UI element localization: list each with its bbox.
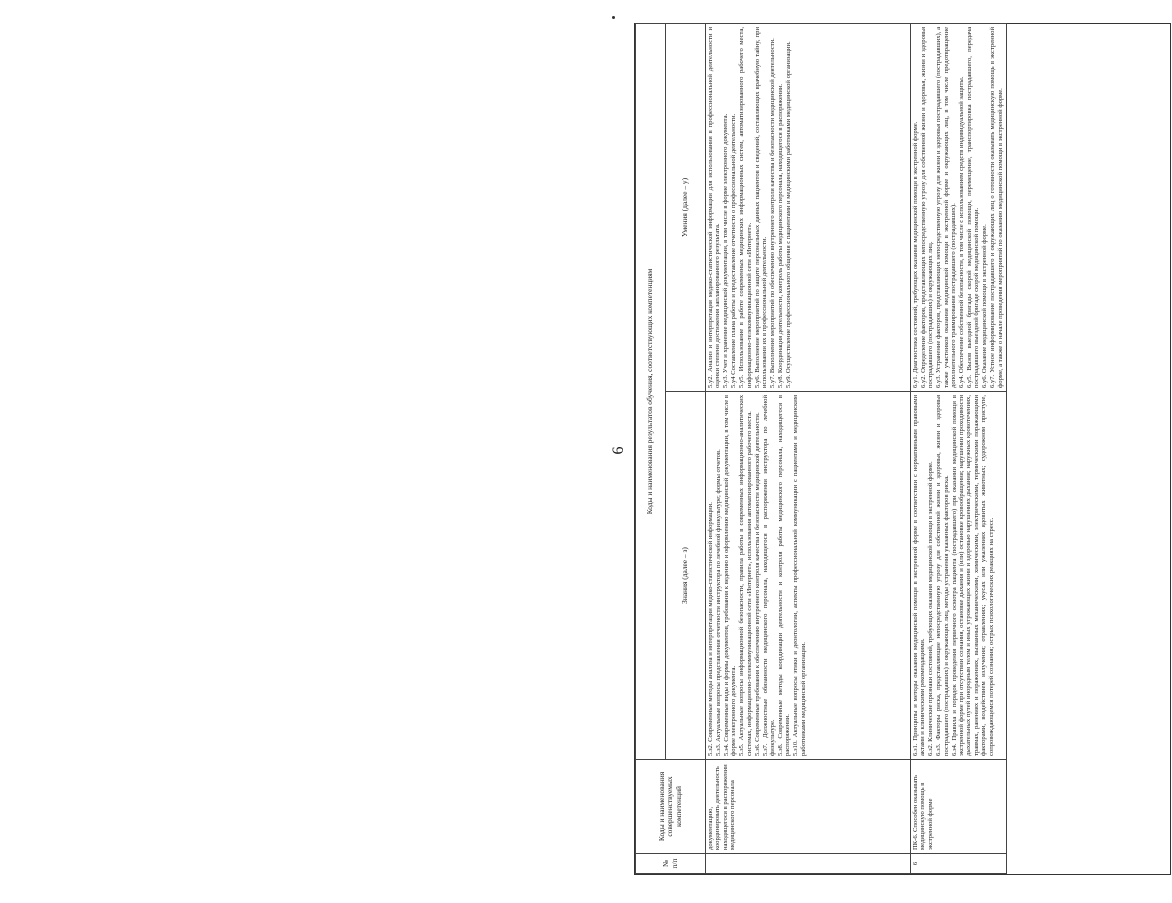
- knowledge-cell: [911, 392, 1007, 760]
- knowledge-item: 5.з3. Актуальные вопросы представления отчетности инструктора по лечебной физкультуре; формы отчетов.: [714, 449, 722, 756]
- knowledge-cell: [706, 392, 911, 760]
- skill-item: 5.у7. Выполнение мероприятий по обеспечению внутреннего контроля качества и безопасности медицинской деятельности.: [768, 38, 776, 388]
- skill-item: 5.у4 Составление плана работы и предоставление отчетности о профессиональной деятельности.: [730, 113, 738, 388]
- skill-item: 6.у6. Оказание медицинской помощи в экстренной форме.: [981, 224, 989, 388]
- competence-cell: ПК-6. Способен оказывать медицинскую помощь в экстренной форме: [911, 760, 1007, 854]
- header-number: № п/п: [636, 854, 706, 874]
- knowledge-item: 6.з1. Принципы и методы оказания медицинской помощи в экстренной форме в соответствии с нормативными правовыми актами и клиническими рекомендациями.: [912, 395, 927, 756]
- knowledge-item: 5.з4. Современные виды и формы документов, требования к ведению и оформлению медицинской документации, в том числе в форме электронного документа.: [722, 395, 738, 756]
- row-number: [706, 854, 911, 874]
- skill-item: 6.у3. Устранение факторов, представляющих непосредственную угрозу для жизни и здоровья пострадавшего (пострадавших), а также участников оказания медицинской помощи в экстренной форме и окружающих лиц, в том числе предотвращение дополнительного травмирования пострадавшего (пострадавших).: [935, 26, 958, 388]
- table-row: [911, 23, 1007, 873]
- skill-item: 6.у7. Устное информирование пострадавшего и окружающих лиц о готовности оказывать медицинскую помощь в экстренной форме, а также о начале проведения мероприятий по оказанию медицинской помощи в экстренной форме.: [989, 26, 1004, 388]
- skill-item: 5.у8. Координация деятельности, контроль работы медицинского персонала, находящегося в распоряжении.: [776, 83, 784, 388]
- knowledge-item: 5.з7. Должностные обязанности медицинского персонала, находящегося в распоряжении инструктора по лечебной физкультуре.: [761, 395, 776, 756]
- skills-cell: [911, 23, 1007, 391]
- skill-item: 5.у9. Осуществление профессионального общения с пациентами и медицинскими работниками медицинской организации.: [784, 41, 792, 388]
- skill-item: 5.у3. Учет и хранение медицинской документации, в том числе в форме электронного документа.: [722, 113, 730, 388]
- skills-cell: [706, 23, 911, 391]
- rotated-page: [612, 18, 1172, 883]
- skill-item: 6.у2. Определение факторов, представляющих непосредственную угрозу для собственной жизни и здоровья, жизни и здоровья пострадавшего (пострадавших) и окружающих лиц.: [919, 26, 935, 388]
- knowledge-item: 6.з2. Клинические признаки состояний, требующих оказания медицинской помощи в экстренной форме.: [927, 461, 935, 756]
- table-row: [706, 23, 911, 873]
- skill-item: 5.у5. Использование в работе современных медицинских информационных систем, автоматизированного рабочего места, информационно-телекоммуникационной сети «Интернет».: [738, 26, 753, 388]
- header-knowledge: Знания (далее – з): [666, 392, 706, 760]
- competence-table-frame: [634, 23, 1171, 875]
- skill-item: 6.у4. Обеспечение собственной безопасности, в том числе с использованием средств индивидуальной защиты.: [958, 76, 966, 388]
- knowledge-item: 6.з3. Факторы риска, представляющие непосредственную угрозу для собственной жизни и здоровья, жизни и здоровья пострадавшего (пострадавших) и окружающих лиц, методы устранения указанных факторов риска.: [935, 395, 950, 756]
- competence-cell: документацию, координировать деятельность находящегося в распоряжении медицинского персонала: [706, 760, 911, 854]
- competence-table: [635, 23, 1007, 874]
- knowledge-item: 5.з8. Современные методы координации деятельности и контроля работы медицинского персонала, находящегося в распоряжении.: [776, 395, 792, 756]
- skill-item: 5.у2. Анализ и интерпретация медико-статистической информации для использования в профессиональной деятельности и оценки степени достижения запланированного результата.: [707, 26, 722, 388]
- skill-item: 6.у5. Вызов выездной бригады скорой медицинской помощи, перемещение, транспортировка пострадавшего, передача пострадавшего выездной бригаде скорой медицинской помощи.: [966, 26, 981, 388]
- skill-item: 5.у6. Выполнение мероприятий по защите персональных данных пациентов и сведений, составляющих врачебную тайну, при использовании их в профессиональной деятельности.: [753, 26, 768, 388]
- knowledge-item: 5.з6. Современные требования к обеспечению внутреннего контроля качества и безопасности медицинской деятельности.: [753, 412, 761, 756]
- skill-item: 6.у1. Диагностика состояний, требующих оказания медицинской помощи в экстренной форме.: [912, 121, 919, 388]
- page-number: 6: [610, 446, 627, 455]
- knowledge-item: 5.з2. Современные методы анализа и интерпретации медико-статистической информации.: [707, 502, 714, 756]
- knowledge-item: 6.з4. Правила и порядок проведения первичного осмотра пациента (пострадавшего) при оказании медицинской помощи в экстренной форме при отсутствии сознания, остановке дыхания и (или) остановке кровообращения; нарушении проходимости дыхательных путей инородным телом и иных угрожающих жизни и здоровью нарушениях дыхания; наружных кровотечениях, травмах, ранениях и поражениях, вызванных механическими, химическими, электрическими, термическими поражающими факторами, воздействием излучения; отравлениях; укусах или ужалениях ядовитых животных; судорожном приступе, сопровождающемся потерей сознания; острых психологических реакциях на стресс.: [950, 395, 995, 756]
- header-competence: Коды и наименования совершенствуемых компетенций: [636, 760, 706, 854]
- knowledge-item: 5.з5. Актуальные вопросы информационной безопасности, правила работы в современных информационно-аналитических системах, информационно-телекоммуникационной сети «Интернет», использования автоматизированного рабочего места.: [738, 395, 753, 756]
- row-number: 6: [911, 854, 1007, 874]
- header-skills: Умения (далее – у): [666, 23, 706, 391]
- header-results: Коды и наименования результатов обучения, соответствующих компетенциям: [636, 23, 666, 759]
- knowledge-item: 5.з10. Актуальные вопросы этики и деонтологии, аспекты профессиональной коммуникации с пациентами и медицинским работниками медицинской организации.: [792, 395, 807, 756]
